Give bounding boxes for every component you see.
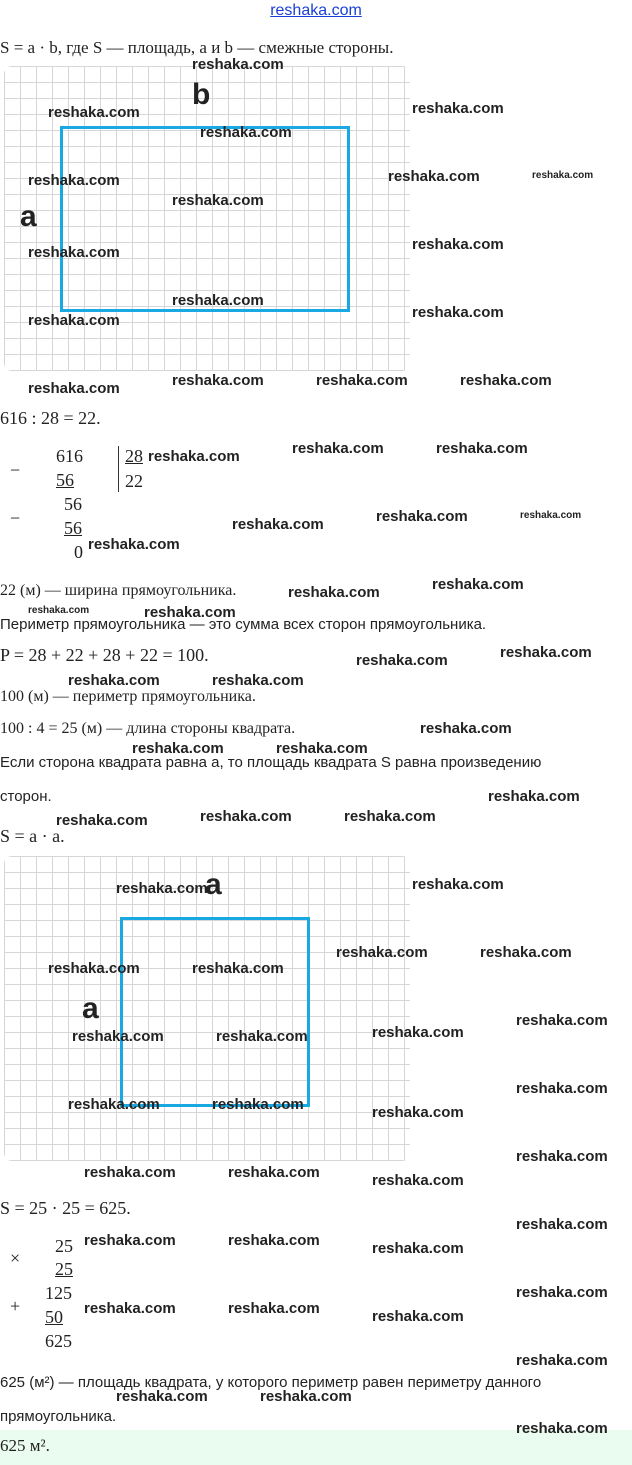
- watermark: reshaka.com: [116, 1388, 208, 1405]
- watermark: reshaka.com: [28, 605, 90, 616]
- watermark: reshaka.com: [516, 1216, 608, 1233]
- watermark: reshaka.com: [460, 372, 552, 389]
- watermark: reshaka.com: [228, 1164, 320, 1181]
- side-a-label: a: [20, 200, 37, 233]
- perimeter-result: 100 (м) — периметр прямоугольника.: [0, 688, 256, 705]
- watermark: reshaka.com: [116, 880, 208, 897]
- watermark: reshaka.com: [516, 1352, 608, 1369]
- watermark: reshaka.com: [516, 1284, 608, 1301]
- perimeter-calc: P = 28 + 22 + 28 + 22 = 100.: [0, 645, 209, 665]
- subtrahend-2: 56: [64, 518, 82, 538]
- watermark: reshaka.com: [412, 100, 504, 117]
- watermark: reshaka.com: [336, 944, 428, 961]
- watermark: reshaka.com: [172, 192, 264, 209]
- divisor: 28: [125, 446, 143, 466]
- factor-1: 25: [55, 1236, 73, 1256]
- square-area-text: Если сторона квадрата равна a, то площадь квадрата S равна произведению: [0, 754, 542, 771]
- watermark: reshaka.com: [432, 576, 524, 593]
- watermark: reshaka.com: [228, 1300, 320, 1317]
- square-area-text-cont: сторон.: [0, 788, 52, 805]
- square-area-calc: S = 25 · 25 = 625.: [0, 1198, 131, 1218]
- watermark: reshaka.com: [212, 1096, 304, 1113]
- watermark: reshaka.com: [232, 516, 324, 533]
- watermark: reshaka.com: [316, 372, 408, 389]
- watermark: reshaka.com: [48, 960, 140, 977]
- watermark: reshaka.com: [500, 644, 592, 661]
- watermark: reshaka.com: [356, 652, 448, 669]
- minus-sign: −: [10, 508, 21, 528]
- watermark: reshaka.com: [28, 244, 120, 261]
- dividend: 616: [56, 446, 83, 466]
- watermark: reshaka.com: [132, 740, 224, 757]
- watermark: reshaka.com: [212, 672, 304, 689]
- division-bar: [118, 446, 119, 492]
- conclusion-text: 625 (м²) — площадь квадрата, у которого периметр равен периметру данного: [0, 1374, 542, 1391]
- watermark: reshaka.com: [516, 1012, 608, 1029]
- watermark: reshaka.com: [68, 1096, 160, 1113]
- watermark: reshaka.com: [28, 172, 120, 189]
- remainder-1: 56: [64, 494, 82, 514]
- watermark: reshaka.com: [148, 448, 240, 465]
- watermark: reshaka.com: [48, 104, 140, 121]
- watermark: reshaka.com: [520, 510, 582, 521]
- times-sign: ×: [10, 1248, 21, 1268]
- product-result: 625: [45, 1331, 72, 1351]
- watermark: reshaka.com: [372, 1240, 464, 1257]
- watermark: reshaka.com: [84, 1164, 176, 1181]
- watermark: reshaka.com: [88, 536, 180, 553]
- partial-product-1: 125: [45, 1283, 72, 1303]
- watermark: reshaka.com: [372, 1172, 464, 1189]
- watermark: reshaka.com: [216, 1028, 308, 1045]
- watermark: reshaka.com: [436, 440, 528, 457]
- watermark: reshaka.com: [28, 380, 120, 397]
- watermark: reshaka.com: [488, 788, 580, 805]
- watermark: reshaka.com: [412, 304, 504, 321]
- watermark: reshaka.com: [172, 292, 264, 309]
- area-formula-line: S = a · b, где S — площадь, a и b — смежные стороны.: [0, 38, 394, 57]
- watermark: reshaka.com: [28, 312, 120, 329]
- watermark: reshaka.com: [516, 1148, 608, 1165]
- watermark: reshaka.com: [288, 584, 380, 601]
- watermark: reshaka.com: [516, 1080, 608, 1097]
- quotient: 22: [125, 471, 143, 491]
- watermark: reshaka.com: [200, 124, 292, 141]
- answer-text: 625 м².: [0, 1436, 50, 1455]
- watermark: reshaka.com: [532, 170, 594, 181]
- square-formula: S = a · a.: [0, 826, 65, 846]
- minus-sign: −: [10, 460, 21, 480]
- watermark: reshaka.com: [144, 604, 236, 621]
- subtrahend-1: 56: [56, 470, 74, 490]
- perimeter-definition: Периметр прямоугольника — это сумма всех сторон прямоугольника.: [0, 616, 487, 633]
- site-title[interactable]: reshaka.com: [270, 2, 362, 19]
- square-left-label: a: [82, 992, 99, 1025]
- watermark: reshaka.com: [276, 740, 368, 757]
- watermark: reshaka.com: [372, 1104, 464, 1121]
- watermark: reshaka.com: [56, 812, 148, 829]
- watermark: reshaka.com: [344, 808, 436, 825]
- watermark: reshaka.com: [84, 1300, 176, 1317]
- watermark: reshaka.com: [192, 960, 284, 977]
- side-b-label: b: [192, 78, 211, 111]
- square-shape: [120, 917, 310, 1107]
- square-side-line: 100 : 4 = 25 (м) — длина стороны квадрата.: [0, 720, 296, 737]
- division-line: 616 : 28 = 22.: [0, 408, 101, 428]
- conclusion-text-cont: прямоугольника.: [0, 1408, 117, 1425]
- watermark: reshaka.com: [200, 808, 292, 825]
- watermark: reshaka.com: [72, 1028, 164, 1045]
- watermark: reshaka.com: [172, 372, 264, 389]
- watermark: reshaka.com: [228, 1232, 320, 1249]
- factor-2: 25: [55, 1259, 73, 1279]
- watermark: reshaka.com: [84, 1232, 176, 1249]
- width-line: 22 (м) — ширина прямоугольника.: [0, 582, 237, 599]
- watermark: reshaka.com: [412, 236, 504, 253]
- watermark: reshaka.com: [480, 944, 572, 961]
- watermark: reshaka.com: [260, 1388, 352, 1405]
- watermark: reshaka.com: [372, 1024, 464, 1041]
- watermark: reshaka.com: [292, 440, 384, 457]
- watermark: reshaka.com: [372, 1308, 464, 1325]
- watermark: reshaka.com: [412, 876, 504, 893]
- watermark: reshaka.com: [388, 168, 480, 185]
- partial-product-2: 50: [45, 1307, 63, 1327]
- watermark: reshaka.com: [376, 508, 468, 525]
- watermark: reshaka.com: [420, 720, 512, 737]
- watermark: reshaka.com: [516, 1420, 608, 1437]
- remainder-2: 0: [74, 542, 83, 562]
- watermark: reshaka.com: [192, 56, 284, 73]
- plus-sign: +: [10, 1296, 21, 1316]
- watermark: reshaka.com: [68, 672, 160, 689]
- square-top-label: a: [205, 868, 222, 901]
- rectangle-shape: [60, 126, 350, 312]
